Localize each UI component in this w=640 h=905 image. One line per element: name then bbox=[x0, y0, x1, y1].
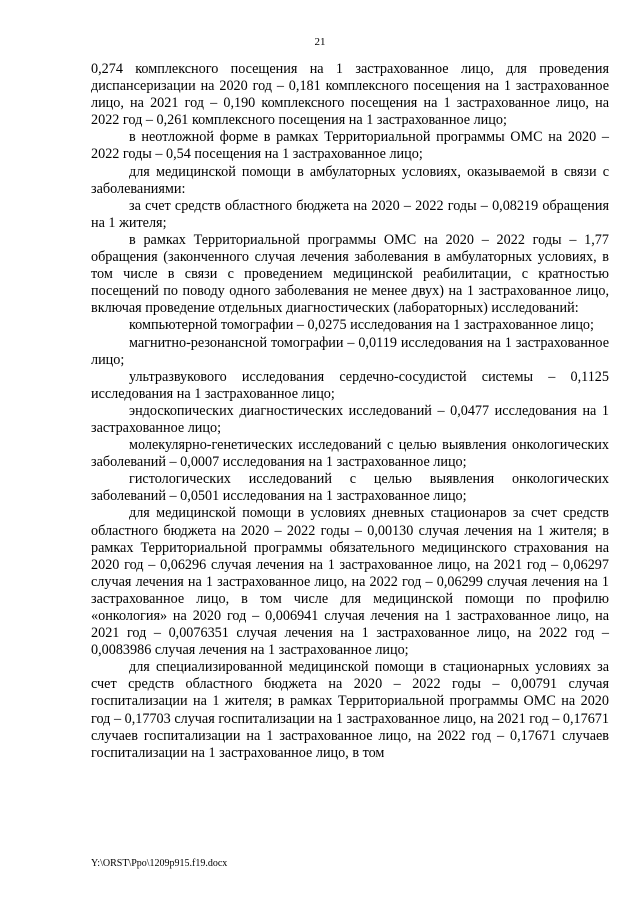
paragraph: гистологических исследований с целью выявления онкологических заболеваний – 0,0501 исследования на 1 застрахованное лицо; bbox=[91, 471, 609, 505]
paragraph: ультразвукового исследования сердечно-сосудистой системы – 0,1125 исследования на 1 застрахованное лицо; bbox=[91, 368, 609, 402]
paragraph: для медицинской помощи в условиях дневных стационаров за счет средств областного бюджета на 2020 – 2022 годы – 0,00130 случая лечения на 1 жителя; в рамках Территориальной программы обязательного медицинского страхования на 2020 год – 0,06296 случая лечения на 1 застрахованное лицо, на 2021 год – 0,06297 случая лечения на 1 застрахованное лицо, на 2022 год – 0,06299 случая лечения на 1 застрахованное лицо, в том числе для медицинской помощи по профилю «онкология» на 2020 год – 0,006941 случая лечения на 1 застрахованное лицо, на 2021 год – 0,0076351 случая лечения на 1 застрахованное лицо, на 2022 год – 0,0083986 случая лечения на 1 застрахованное лицо; bbox=[91, 505, 609, 659]
page-number: 21 bbox=[314, 36, 326, 48]
paragraph: магнитно-резонансной томографии – 0,0119 исследования на 1 застрахованное лицо; bbox=[91, 334, 609, 368]
paragraph: компьютерной томографии – 0,0275 исследования на 1 застрахованное лицо; bbox=[129, 317, 594, 334]
paragraph: для медицинской помощи в амбулаторных условиях, оказываемой в связи с заболеваниями: bbox=[91, 163, 609, 197]
paragraph: за счет средств областного бюджета на 2020 – 2022 годы – 0,08219 обращения на 1 жителя; bbox=[91, 197, 609, 231]
paragraph: эндоскопических диагностических исследований – 0,0477 исследования на 1 застрахованное лицо; bbox=[91, 402, 609, 436]
paragraph: в неотложной форме в рамках Территориальной программы ОМС на 2020 – 2022 годы – 0,54 посещения на 1 застрахованное лицо; bbox=[91, 129, 609, 163]
paragraph: 0,274 комплексного посещения на 1 застрахованное лицо, для проведения диспансеризации на 2020 год – 0,181 комплексного посещения на 1 застрахованное лицо, на 2021 год – 0,190 комплексного посещения на 1 застрахованное лицо, на 2022 год – 0,261 комплексного посещения на 1 застрахованное лицо; bbox=[91, 61, 609, 129]
footer-file-path: Y:\ORST\Ppo\1209p915.f19.docx bbox=[91, 858, 228, 869]
paragraph: для специализированной медицинской помощи в стационарных условиях за счет средств областного бюджета на 2020 – 2022 годы – 0,00791 случая госпитализации на 1 жителя; в рамках Территориальной программы ОМС на 2020 год – 0,17703 случая госпитализации на 1 застрахованное лицо, на 2021 год – 0,17671 случаев госпитализации на 1 застрахованное лицо, на 2022 год – 0,17671 случаев госпитализации на 1 застрахованное лицо, в том bbox=[91, 659, 609, 761]
paragraph: молекулярно-генетических исследований с целью выявления онкологических заболеваний – 0,0007 исследования на 1 застрахованное лицо; bbox=[91, 437, 609, 471]
paragraph: в рамках Территориальной программы ОМС на 2020 – 2022 годы – 1,77 обращения (законченного случая лечения заболевания в амбулаторных условиях, в том числе в связи с проведением медицинской реабилитации, с кратностью посещений по поводу одного заболевания не менее двух) на 1 застрахованное лицо, включая проведение отдельных диагностических (лабораторных) исследований: bbox=[91, 231, 609, 317]
document-body bbox=[91, 61, 609, 762]
